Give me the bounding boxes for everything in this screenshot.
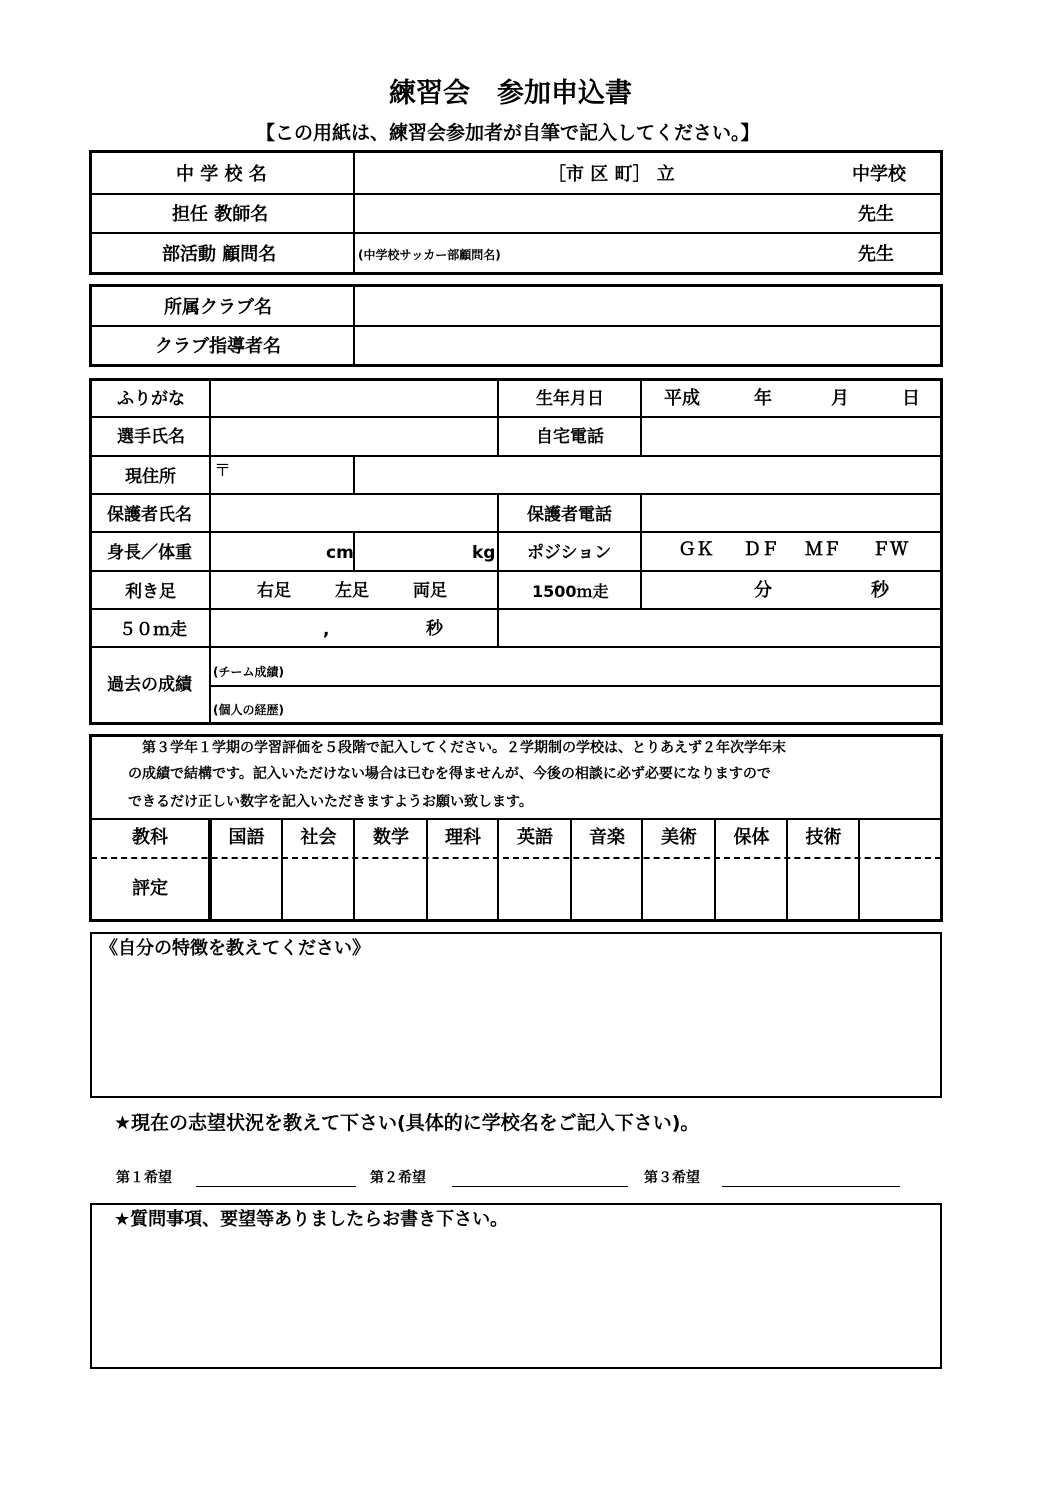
- coach-input[interactable]: [365, 332, 925, 360]
- rating-extra-input[interactable]: [866, 865, 932, 913]
- furigana-input[interactable]: [220, 386, 485, 412]
- choices-heading: ★現在の志望状況を教えて下さい(具体的に学校名をご記入下さい)。: [114, 1112, 700, 1134]
- run50-frac-input[interactable]: [335, 616, 415, 642]
- foot-left[interactable]: 左足: [335, 581, 369, 601]
- team-record-label: (チーム成績): [213, 665, 284, 679]
- furigana-label: ふりがな: [117, 389, 185, 409]
- second-choice-label: 第２希望: [370, 1170, 426, 1186]
- subject-science: 理科: [445, 827, 481, 848]
- cm-unit: cm: [326, 543, 354, 563]
- year-label: 年: [754, 388, 772, 409]
- second-choice-input[interactable]: [452, 1162, 628, 1186]
- kg-unit: kg: [472, 543, 496, 563]
- history-label: 過去の成績: [107, 675, 192, 695]
- features-input[interactable]: [100, 968, 930, 1088]
- day-label: 日: [902, 388, 920, 409]
- subject-tech: 技術: [805, 827, 842, 848]
- first-choice-label: 第１希望: [116, 1170, 172, 1186]
- run50-sec-input[interactable]: [220, 616, 315, 642]
- school-suffix: 中学校: [852, 164, 906, 185]
- club-label: 所属クラブ名: [164, 297, 272, 318]
- player-name-input[interactable]: [220, 424, 485, 450]
- advisor-input[interactable]: [530, 240, 840, 268]
- subject-english: 英語: [517, 827, 553, 848]
- home-phone-input[interactable]: [650, 424, 930, 450]
- birthdate-label: 生年月日: [536, 389, 604, 409]
- rating-pe-input[interactable]: [720, 865, 780, 913]
- school-name-input[interactable]: [365, 160, 535, 188]
- personal-record-input[interactable]: [310, 691, 930, 719]
- month-label: 月: [831, 388, 849, 409]
- features-label: 《自分の特徴を教えてください》: [100, 938, 370, 959]
- guardian-phone-input[interactable]: [650, 500, 930, 526]
- advisor-note: (中学校サッカー部顧問名): [358, 248, 501, 262]
- teacher-input[interactable]: [365, 200, 845, 228]
- subject-social: 社会: [300, 827, 337, 848]
- advisor-label: 部活動 顧問名: [162, 244, 277, 265]
- postal-mark: 〒: [214, 461, 231, 481]
- guardian-name-label: 保護者氏名: [107, 505, 192, 525]
- minutes-unit: 分: [754, 580, 772, 601]
- rating-science-input[interactable]: [432, 865, 492, 913]
- subject-math: 数学: [373, 827, 409, 848]
- subject-art: 美術: [661, 827, 697, 848]
- questions-label: ★質問事項、要望等ありましたらお書き下さい。: [114, 1209, 509, 1230]
- grades-instruction-2: の成績で結構です。記入いただけない場合は已むを得ませんが、今後の相談に必ず必要になりますので: [128, 766, 771, 782]
- third-choice-label: 第３希望: [644, 1170, 700, 1186]
- weight-input[interactable]: [365, 540, 465, 566]
- team-record-input[interactable]: [310, 652, 930, 680]
- player-name-label: 選手氏名: [117, 427, 185, 447]
- height-input[interactable]: [220, 540, 320, 566]
- sensei-label-1: 先生: [858, 204, 894, 225]
- guardian-name-input[interactable]: [220, 500, 485, 526]
- position-gk[interactable]: ＧＫ: [678, 539, 714, 560]
- foot-right[interactable]: 右足: [257, 581, 291, 601]
- subject-music: 音楽: [589, 827, 625, 848]
- address-input[interactable]: [365, 462, 930, 488]
- run1500-min-input[interactable]: [660, 578, 745, 604]
- run50-label: ５０ｍ走: [119, 620, 187, 640]
- first-choice-input[interactable]: [196, 1162, 356, 1186]
- rating-music-input[interactable]: [576, 865, 636, 913]
- guardian-phone-label: 保護者電話: [527, 505, 612, 525]
- rating-math-input[interactable]: [360, 865, 420, 913]
- height-weight-label: 身長／体重: [107, 543, 192, 563]
- grades-instruction-1: 第３学年１学期の学習評価を５段階で記入してください。２学期制の学校は、とりあえず２年次学年末: [128, 740, 786, 756]
- third-choice-input[interactable]: [722, 1162, 900, 1186]
- subject-pe: 保体: [733, 827, 770, 848]
- club-input[interactable]: [365, 293, 925, 321]
- coach-label: クラブ指導者名: [155, 336, 281, 357]
- school-name-label: 中 学 校 名: [176, 164, 267, 185]
- rating-tech-input[interactable]: [792, 865, 852, 913]
- position-df[interactable]: ＤＦ: [743, 539, 779, 560]
- city-label: ［市 区 町］ 立: [548, 164, 675, 185]
- position-label: ポジション: [527, 543, 612, 563]
- subject-header: 教科: [132, 827, 168, 848]
- foot-label: 利き足: [125, 582, 176, 602]
- seconds-unit-2: 秒: [426, 619, 443, 639]
- school-name2-input[interactable]: [700, 160, 840, 188]
- address-label: 現住所: [125, 467, 176, 487]
- rating-art-input[interactable]: [648, 865, 708, 913]
- questions-input[interactable]: [100, 1240, 930, 1360]
- foot-both[interactable]: 両足: [413, 581, 447, 601]
- postal-code-input[interactable]: [234, 462, 344, 488]
- run1500-label: 1500ｍ走: [532, 582, 609, 601]
- grades-instruction-3: できるだけ正しい数字を記入いただきますようお願い致します。: [128, 794, 533, 810]
- rating-english-input[interactable]: [504, 865, 564, 913]
- seconds-unit-1: 秒: [871, 580, 889, 601]
- sensei-label-2: 先生: [858, 244, 894, 265]
- form-subtitle: 【この用紙は、練習会参加者が自筆で記入してください。】: [256, 122, 760, 144]
- teacher-label: 担任 教師名: [172, 204, 269, 225]
- position-fw[interactable]: ＦＷ: [872, 539, 908, 560]
- personal-record-label: (個人の経歴): [213, 703, 284, 717]
- home-phone-label: 自宅電話: [536, 427, 604, 447]
- rating-social-input[interactable]: [288, 865, 348, 913]
- decimal-comma: ,: [323, 620, 330, 640]
- form-title: 練習会 参加申込書: [389, 78, 632, 109]
- run1500-sec-input[interactable]: [780, 578, 865, 604]
- position-mf[interactable]: ＭＦ: [805, 539, 841, 560]
- subject-japanese: 国語: [228, 827, 265, 848]
- rating-japanese-input[interactable]: [216, 865, 276, 913]
- era-label: 平成: [664, 388, 700, 409]
- rating-header: 評定: [132, 878, 168, 899]
